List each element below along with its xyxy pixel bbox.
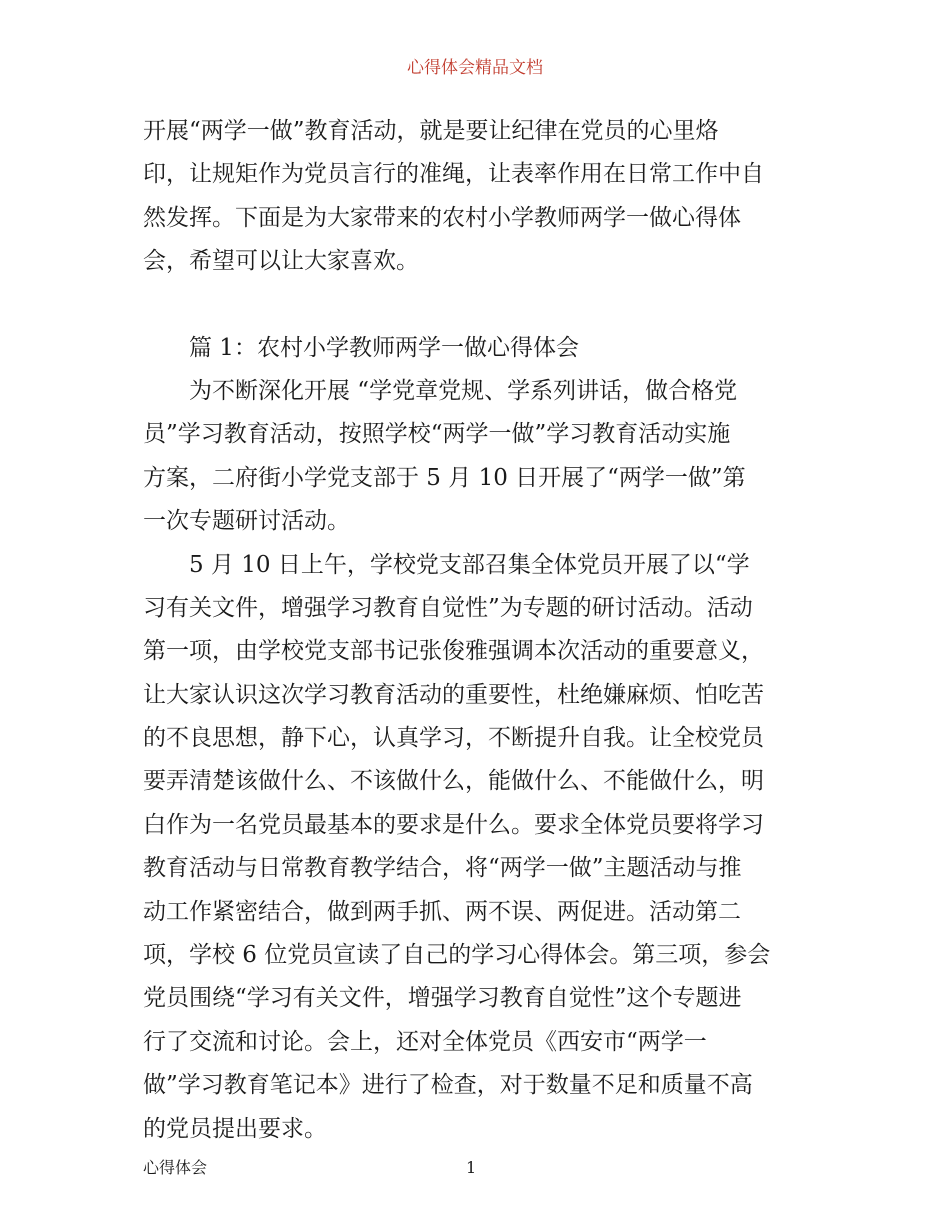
paragraph-line: 5 月 10 日上午，学校党支部召集全体党员开展了以“学	[189, 551, 750, 578]
paragraph-line: 做”学习教育笔记本》进行了检查，对于数量不足和质量不高	[143, 1072, 753, 1099]
paragraph-line: 的不良思想，静下心，认真学习，不断提升自我。让全校党员	[143, 725, 764, 752]
section-heading: 篇 1：农村小学教师两学一做心得体会	[189, 334, 579, 361]
paragraph-line: 一次专题研讨活动。	[143, 508, 350, 535]
intro-line: 开展“两学一做”教育活动，就是要让纪律在党员的心里烙	[143, 118, 719, 144]
body-paragraph-2	[143, 544, 811, 1151]
intro-paragraph	[143, 110, 811, 284]
page-number: 1	[466, 1158, 477, 1177]
intro-line: 会，希望可以让大家喜欢。	[143, 248, 419, 275]
paragraph-line: 行了交流和讨论。会上，还对全体党员《西安市“两学一	[143, 1028, 707, 1055]
paragraph-line: 的党员提出要求。	[143, 1115, 327, 1142]
paragraph-line: 让大家认识这次学习教育活动的重要性，杜绝嫌麻烦、怕吃苦	[143, 681, 764, 708]
paragraph-line: 教育活动与日常教育教学结合，将“两学一做”主题活动与推	[143, 855, 742, 882]
paragraph-line: 动工作紧密结合，做到两手抓、两不误、两促进。活动第二	[143, 898, 741, 925]
intro-line: 印，让规矩作为党员言行的准绳，让表率作用在日常工作中自	[143, 161, 764, 188]
paragraph-line: 要弄清楚该做什么、不该做什么，能做什么、不能做什么，明	[143, 768, 764, 795]
paragraph-line: 党员围绕“学习有关文件，增强学习教育自觉性”这个专题进	[143, 985, 742, 1012]
paragraph-line: 为不断深化开展 “学党章党规、学系列讲话，做合格党	[189, 377, 738, 404]
footer-label: 心得体会	[143, 1158, 208, 1177]
paragraph-line: 员”学习教育活动，按照学校“两学一做”学习教育活动实施	[143, 421, 731, 448]
paragraph-line: 白作为一名党员最基本的要求是什么。要求全体党员要将学习	[143, 811, 764, 838]
intro-line: 然发挥。下面是为大家带来的农村小学教师两学一做心得体	[143, 204, 741, 231]
paragraph-line: 习有关文件，增强学习教育自觉性”为专题的研讨活动。活动	[143, 594, 753, 621]
document-body	[143, 110, 811, 1151]
paragraph-line: 项，学校 6 位党员宣读了自己的学习心得体会。第三项，参会	[143, 942, 771, 969]
page-header-title: 心得体会精品文档	[407, 58, 543, 78]
paragraph-line: 方案，二府街小学党支部于 5 月 10 日开展了“两学一做”第	[143, 464, 746, 491]
body-paragraph-1	[143, 370, 811, 544]
paragraph-line: 第一项，由学校党支部书记张俊雅强调本次活动的重要意义，	[143, 638, 764, 665]
paragraph-spacer	[143, 284, 811, 327]
